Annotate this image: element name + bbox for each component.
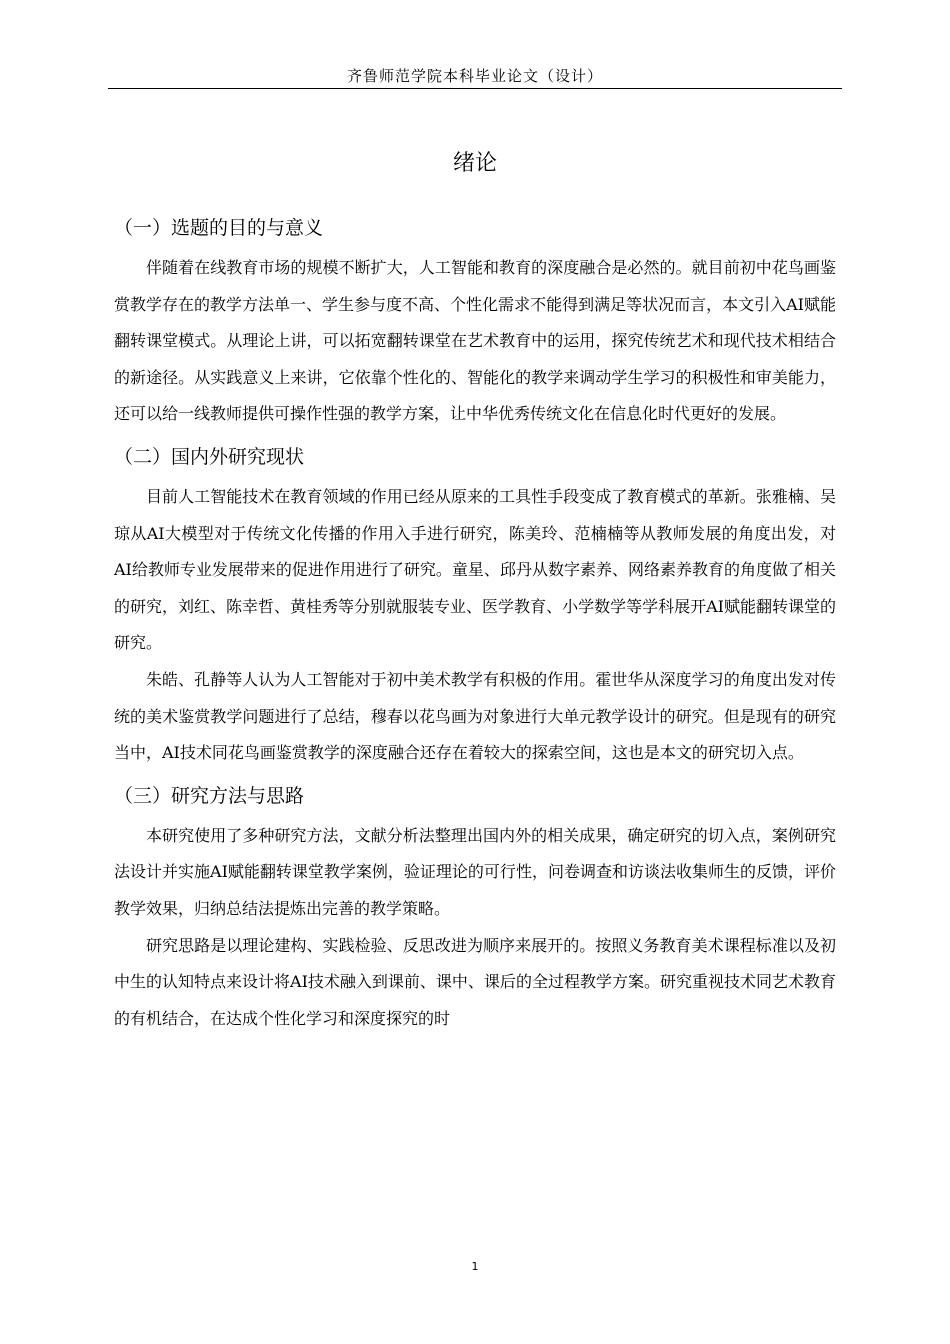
body-paragraph: 伴随着在线教育市场的规模不断扩大，人工智能和教育的深度融合是必然的。就目前初中花鸟画鉴赏教学存在的教学方法单一、学生参与度不高、个性化需求不能得到满足等状况而言，本文引入AI赋能翻转课堂模式。从理论上讲，可以拓宽翻转课堂在艺术教育中的运用，探究传统艺术和现代技术相结合的新途径。从实践意义上来讲，它依靠个性化的、智能化的教学来调动学生学习的积极性和审美能力，还可以给一线教师提供可操作性强的教学方案，让中华优秀传统文化在信息化时代更好的发展。 (114, 258, 836, 424)
body-paragraph: 本研究使用了多种研究方法，文献分析法整理出国内外的相关成果，确定研究的切入点，案例研究法设计并实施AI赋能翻转课堂教学案例，验证理论的可行性，问卷调查和访谈法收集师生的反馈，评价教学效果，归纳总结法提炼出完善的教学策略。 (114, 825, 836, 918)
body-paragraph: 朱皓、孔静等人认为人工智能对于初中美术教学有积极的作用。霍世华从深度学习的角度出发对传统的美术鉴赏教学问题进行了总结，穆春以花鸟画为对象进行大单元教学设计的研究。但是现有的研究当中，AI技术同花鸟画鉴赏教学的深度融合还存在着较大的探索空间，这也是本文的研究切入点。 (114, 669, 836, 763)
section-heading-purpose: （一）选题的目的与意义 (114, 217, 324, 239)
header-divider (108, 88, 842, 89)
body-paragraph: 目前人工智能技术在教育领域的作用已经从原来的工具性手段变成了教育模式的革新。张雅楠、吴琼从AI大模型对于传统文化传播的作用入手进行研究，陈美玲、范楠楠等从教师发展的角度出发，对AI给教师专业发展带来的促进作用进行了研究。童星、邱丹从数字素养、网络素养教育的角度做了相关的研究，刘红、陈幸哲、黄桂秀等分别就服装专业、医学教育、小学数学等学科展开AI赋能翻转课堂的研究。 (114, 486, 836, 653)
chapter-title: 绪论 (452, 151, 497, 176)
running-header: 齐鲁师范学院本科毕业论文（设计） (346, 67, 603, 85)
body-content (114, 208, 836, 1037)
body-paragraph: 研究思路是以理论建构、实践检验、反思改进为顺序来展开的。按照义务教育美术课程标准以及初中生的认知特点来设计将AI技术融入到课前、课中、课后的全过程教学方案。研究重视技术同艺术教育的有机结合，在达成个性化学习和深度探究的时 (114, 935, 836, 1028)
section-heading-methods: （三）研究方法与思路 (114, 784, 305, 807)
page-number: 1 (471, 1260, 479, 1273)
section-heading-research-status: （二）国内外研究现状 (114, 445, 305, 468)
